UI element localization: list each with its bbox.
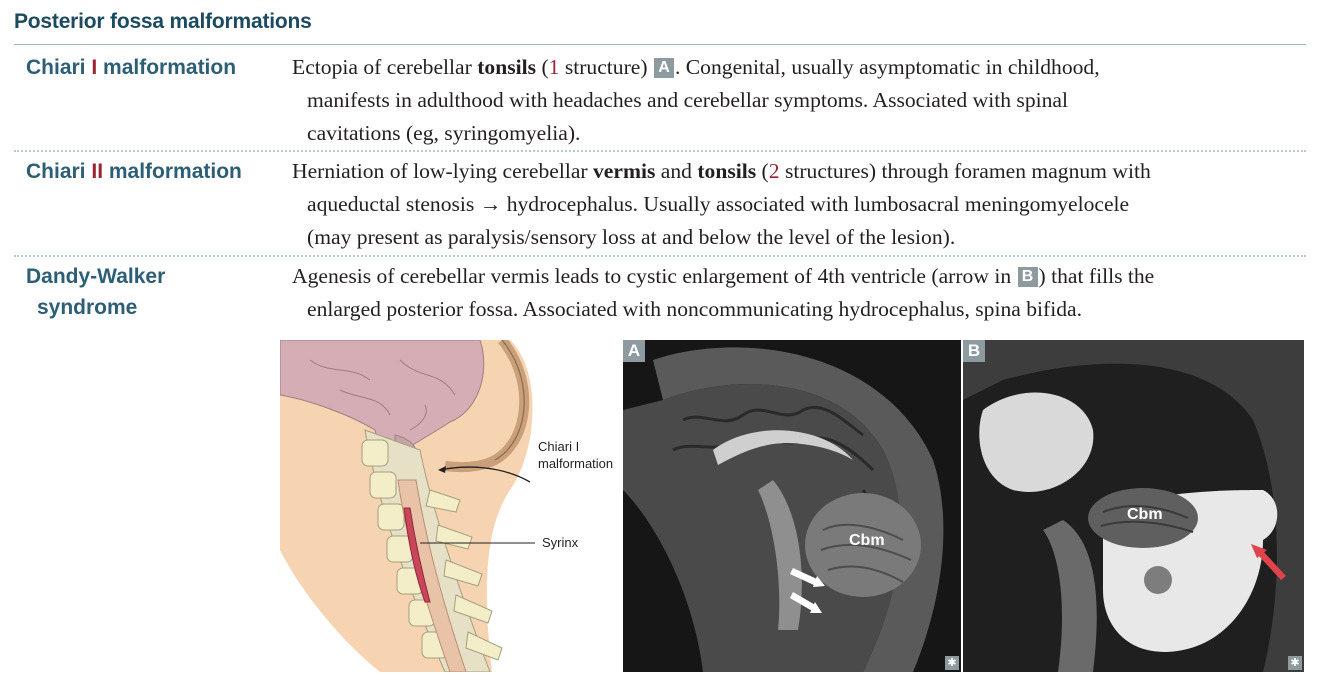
- row-divider: [14, 150, 1306, 152]
- term-dandy-walker: Dandy-Walker syndrome: [26, 265, 166, 319]
- desc-dandy-walker: Agenesis of cerebellar vermis leads to cystic enlargement of 4th ventricle (arrow in B ) that fills the enlarged posterior fossa. Associated with noncommunicating hydrocephalus, spina bifida.: [292, 264, 1155, 321]
- panel-a-label: A: [623, 340, 645, 362]
- desc-chiari-i: Ectopia of cerebellar tonsils (1 structure) A . Congenital, usually asymptomatic in childhood, manifests in adulthood with headaches and cerebellar symptoms. Associated with spinal cavitations (eg, syringomyelia).: [292, 55, 1100, 145]
- section-title: Posterior fossa malformations: [14, 10, 312, 33]
- figure-ref-a-badge[interactable]: A: [654, 58, 674, 78]
- term-chiari-ii: Chiari II malformation: [26, 160, 242, 183]
- mri-panel-b-image: [963, 340, 1304, 672]
- row-divider: [14, 255, 1306, 257]
- term-chiari-i: Chiari I malformation: [26, 56, 237, 79]
- chiari-illustration-drawing: [280, 340, 622, 672]
- desc-chiari-ii: Herniation of low-lying cerebellar vermis and tonsils (2 structures) through foramen magnum with aqueductal stenosis → hydrocephalus. Usually associated with lumbosacral meningomyelocele (may present as paralysis/sensory loss at and below the level of the lesion).: [292, 159, 1151, 249]
- panel-a-star-icon: ✱: [945, 656, 959, 670]
- callout-chiari-label: Chiari I malformation: [538, 439, 614, 471]
- callout-syrinx-label: Syrinx: [542, 535, 579, 550]
- mri-a-cbm-label: Cbm: [849, 532, 885, 549]
- title-rule: [14, 44, 1306, 45]
- mri-panel-b: [963, 340, 1304, 672]
- mri-panel-a-image: [623, 340, 961, 672]
- figure-ref-b-badge[interactable]: B: [1018, 267, 1038, 287]
- chiari-illustration: [280, 340, 622, 672]
- panel-b-star-icon: ✱: [1288, 656, 1302, 670]
- panel-b-label: B: [963, 340, 985, 362]
- mri-b-cbm-label: Cbm: [1127, 506, 1163, 523]
- mri-panel-a: [623, 340, 961, 672]
